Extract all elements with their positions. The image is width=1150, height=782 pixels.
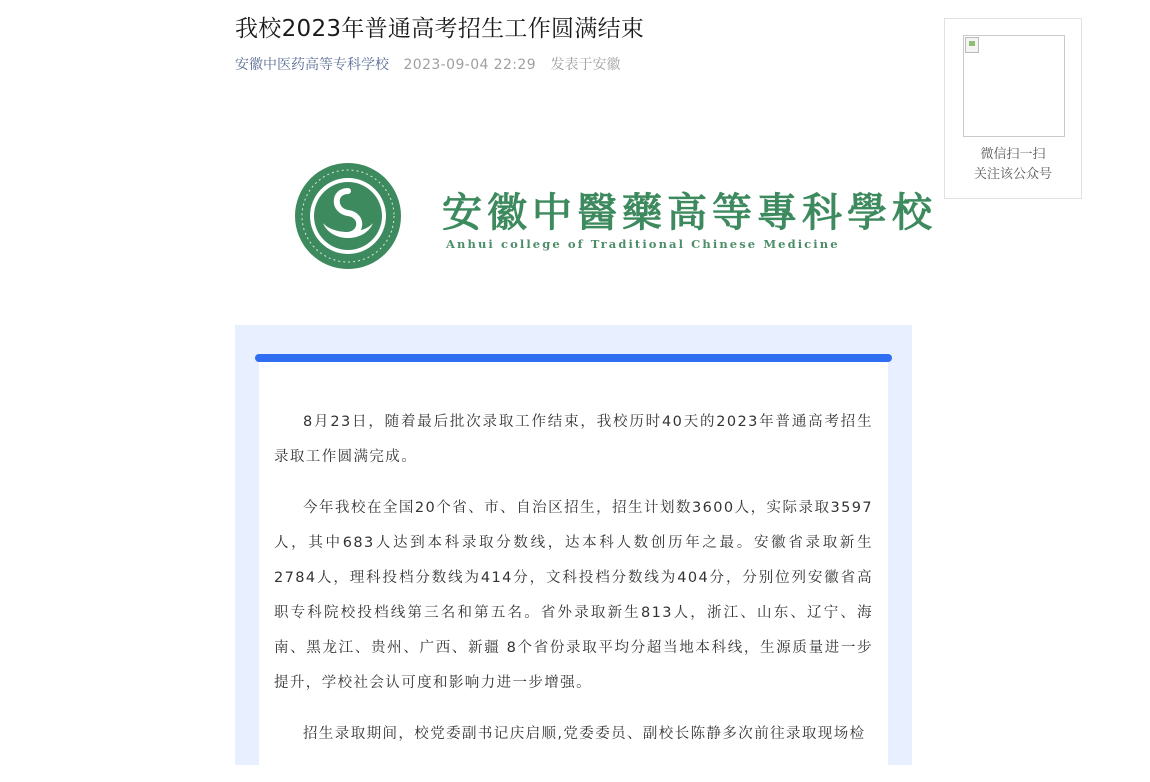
school-name-cn: 安徽中醫藥高等專科學校 [442,189,937,236]
card-accent-bar [255,354,892,362]
school-name-en: Anhui college of Traditional Chinese Medicine [446,237,840,251]
article-meta [235,54,620,74]
school-logo-banner [285,155,937,280]
broken-image-icon [965,37,979,53]
school-seal-icon [293,161,403,271]
qr-caption [945,145,1081,185]
publish-time: 2023-09-04 22:29 [403,57,537,73]
author-link[interactable]: 安徽中医药高等专科学校 [235,57,389,73]
paragraph: 8月23日，随着最后批次录取工作结束，我校历时40天的2023年普通高考招生录取工作圆满完成。 [274,414,873,465]
qr-code-panel [944,18,1082,199]
qr-code-image [963,35,1065,137]
card-body [259,362,888,782]
publish-location: 发表于安徽 [550,57,621,73]
qr-caption-line1: 微信扫一扫 [980,147,1046,162]
paragraph: 招生录取期间，校党委副书记庆启顺,党委委员、副校长陈静多次前往录取现场检 [303,726,866,742]
paragraph: 今年我校在全国20个省、市、自治区招生，招生计划数3600人，实际录取3597人，其中683人达到本科录取分数线，达本科人数创历年之最。安徽省录取新生2784人，理科投档分数线为414分，文科投档分数线为404分，分别位列安徽省高职专科院校投档线第三名和第五名。省外录取新生813人，浙江、山东、辽宁、海南、黑龙江、贵州、广西、新疆 8个省份录取平均分超当地本科线，生源质量进一步提升，学校社会认可度和影响力进一步增强。 [274,500,873,691]
article-title: 我校2023年普通高考招生工作圆满结束 [235,16,645,42]
qr-caption-line2: 关注该公众号 [973,167,1052,182]
article-body [274,405,873,768]
content-card [235,325,912,765]
